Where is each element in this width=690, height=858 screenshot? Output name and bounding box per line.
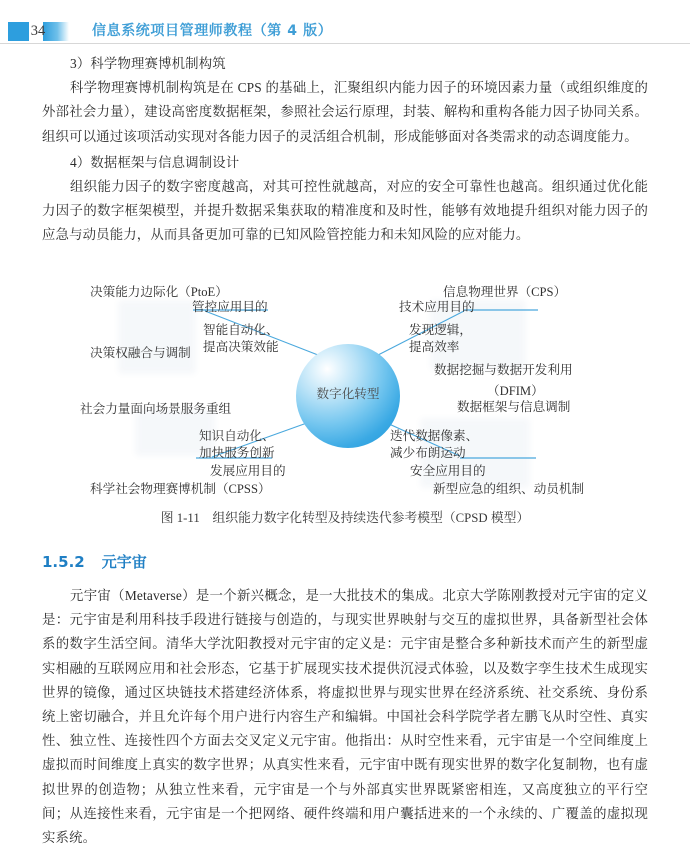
quadrant-title-bottom-right-code: （DFIM） — [487, 384, 544, 398]
body-content-lower — [42, 584, 648, 850]
branch-bottom-left-outcome: 社会力量面向场景服务重组 — [80, 402, 232, 416]
quadrant-title-bottom-right-text: 数据框架与信息调制 — [457, 400, 571, 414]
section-heading — [42, 551, 147, 573]
paragraph-4: 组织能力因子的数字密度越高，对其可控性就越高，对应的安全可靠性也越高。组织通过优化能力因子的数字框架模型，并提升数据采集获取的精准度和及时性，能够有效地提升组织对能力因子的应急与动员能力，从而具备更加可靠的已知风险管控能力和未知风险的应对能力。 — [42, 179, 648, 243]
subheading-4: 4）数据框架与信息调制设计 — [70, 154, 240, 170]
header-block-solid-icon — [8, 22, 29, 41]
branch-bottom-left-purpose: 发展应用目的 — [210, 464, 286, 478]
page-number: 34 — [30, 23, 46, 39]
figure-caption: 图 1-11 组织能力数字化转型及持续迭代参考模型（CPSD 模型） — [160, 511, 530, 525]
section-number: 1.5.2 — [42, 553, 85, 571]
quadrant-title-top-right: 信息物理世界（CPS） — [443, 285, 567, 299]
body-content-upper — [42, 50, 648, 248]
branch-bottom-right-detail-1: 迭代数据像素、 — [390, 429, 479, 443]
branch-bottom-right-outcome: 新型应急的组织、动员机制 — [433, 482, 585, 496]
branch-top-left-detail-2: 提高决策效能 — [203, 340, 279, 354]
paragraph-3: 科学物理赛博机制构筑是在 CPS 的基础上，汇聚组织内能力因子的环境因素力量（或组织维度的外部社会力量），建设高密度数据框架，参照社会运行原理，封装、解构和重构各能力因子协同关系。组织可以通过该项活动实现对各能力因子的灵活组合机制，形成能够面对各类需求的动态调度能力。 — [42, 80, 648, 144]
section-title: 元宇宙 — [101, 553, 147, 571]
quadrant-title-bottom-left: 科学社会物理赛博机制（CPSS） — [90, 482, 271, 496]
branch-bottom-right-detail-2: 减少布朗运动 — [390, 446, 466, 460]
header-block-gradient-icon — [43, 22, 69, 41]
branch-bottom-left-detail-1: 知识自动化、 — [199, 429, 275, 443]
book-title: 信息系统项目管理师教程（第 4 版） — [92, 23, 333, 39]
quadrant-title-top-left: 决策能力边际化（PtoE） — [90, 285, 228, 299]
branch-bottom-left-detail-2: 加快服务创新 — [199, 446, 275, 460]
branch-top-right-outcome: 数据挖掘与数据开发利用 — [434, 363, 573, 377]
branch-top-right-detail-1: 发现逻辑， — [409, 323, 472, 337]
branch-top-left-purpose: 管控应用目的 — [192, 300, 268, 314]
sphere-center-label: 数字化转型 — [316, 386, 380, 401]
header-divider — [0, 43, 690, 44]
subheading-3: 3）科学物理赛博机制构筑 — [70, 56, 226, 71]
branch-top-left-detail-1: 智能自动化、 — [203, 323, 279, 337]
branch-top-right-detail-2: 提高效率 — [409, 340, 460, 354]
running-header — [0, 0, 690, 44]
branch-bottom-right-purpose: 安全应用目的 — [410, 464, 486, 478]
branch-top-right-purpose: 技术应用目的 — [399, 300, 475, 314]
section-paragraph: 元宇宙（Metaverse）是一个新兴概念，是一大批技术的集成。北京大学陈刚教授对元宇宙的定义是：元宇宙是利用科技手段进行链接与创造的，与现实世界映射与交互的虚拟世界，具备新型社会体系的数字生活空间。清华大学沈阳教授对元宇宙的定义是：元宇宙是整合多种新技术而产生的新型虚实相融的互联网应用和社会形态，它基于扩展现实技术提供沉浸式体验，以及数字孪生技术生成现实世界的镜像，通过区块链技术搭建经济体系，将虚拟世界与现实世界在经济系统、社交系统、身份系统上密切融合，并且允许每个用户进行内容生产和编辑。中国社会科学院学者左鹏飞从时空性、真实性、独立性、连接性四个方面去交叉定义元宇宙。他指出：从时空性来看，元宇宙是一个空间维度上虚拟而时间维度上真实的数字世界；从真实性来看，元宇宙中既有现实世界的数字化复制物，也有虚拟世界的创造物；从独立性来看，元宇宙是一个与外部真实世界既紧密相连，又高度独立的平行空间；从连接性来看，元宇宙是一个把网络、硬件终端和用户囊括进来的一个永续的、广覆盖的虚拟现实系统。 — [42, 588, 648, 846]
branch-top-left-outcome: 决策权融合与调制 — [90, 346, 191, 360]
